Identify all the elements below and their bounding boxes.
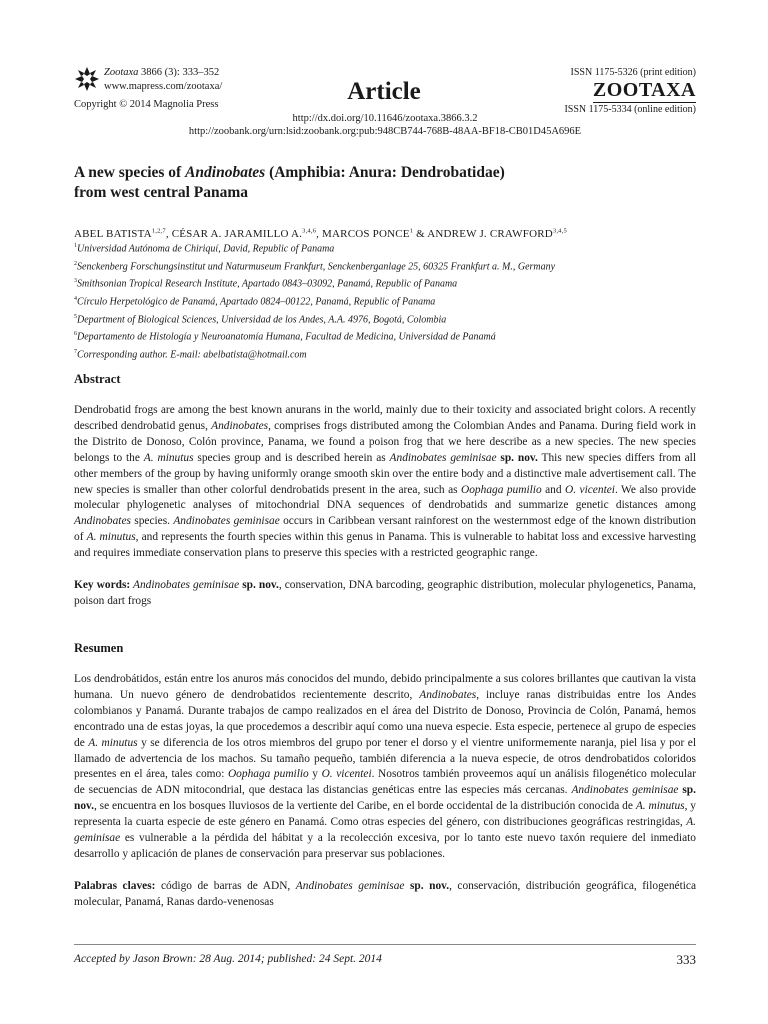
author: MARCOS PONCE$^1$ &: [322, 227, 428, 240]
article-title: A new species of Andinobates (Amphibia: Anura: Dendrobatidae) from west central Panama: [74, 164, 505, 201]
affiliation-item: $^5$Department of Biological Sciences, Universidad de los Andes, A.A. 4976, Bogotá, Colombia: [74, 313, 447, 325]
volume-pages: 3866 (3): 333–352: [138, 67, 220, 78]
abstract-body: Dendrobatid frogs are among the best known anurans in the world, mainly due to their toxicity and associated bright colors. A recently described dendrobatid genus, Andinobates, comprises frogs distributed among the Colombian Andes and Panama. During field work in the Distrito de Donoso, Colón province, Panama, we found a poison frog that we here describe as a new species. The new species belongs to the A. minutus species group and is described herein as Andinobates geminisae sp. nov. This new species differs from all other members of the group by having uniformly orange smooth skin over the entire body and a distinctive male advertisement call. The new species is smaller than other colorful dendrobatids present in the area, such as Oophaga pumilio and O. vicentei. We also provide molecular phylogenetic analyses of mitochondrial DNA sequences of dendrobatids and summarize genetic distances among Andinobates species. Andinobates geminisae occurs in Caribbean versant rainforest on the westernmost edge of the known distribution of A. minutus, and represents the fourth species within this genus in Panama. This is vulnerable to habitat loss and excessive harvesting and requires immediate conservation plans to preserve this species with a restricted geographic range.: [74, 404, 697, 560]
title-genus: Andinobates: [185, 164, 266, 181]
affiliation-item: $^7$Corresponding author. E-mail: abelbatista@hotmail.com: [74, 348, 307, 361]
doi-link[interactable]: http://dx.doi.org/10.11646/zootaxa.3866.3.2: [292, 113, 478, 124]
affiliation-list: [74, 239, 696, 362]
journal-website-link[interactable]: www.mapress.com/zootaxa/: [104, 81, 223, 92]
copyright-notice: Copyright © 2014 Magnolia Press: [74, 99, 219, 110]
resumen-body: Los dendrobátidos, están entre los anuros más conocidos del mundo, debido principalmente a sus colores brillantes que cautivan la vista humana. Un nuevo género de dendrobatidos recientemente descrito, Andinobates, incluye ranas distribuidas entre los Andes colombianos y Panamá. Durante trabajos de campo realizados en el área del Distrito de Donoso, Provincia de Colón, Panamá, hemos encontrado una de estas joyas, la que procedemos a describir aquí como una nueva especie. Esta especie, pertenece al grupo de especies de A. minutus y se diferencia de los otros miembros del grupo por tener el dorso y el vientre uniformemente naranja, piel lisa y por el llamado de advertencia de los machos. Su tamaño pequeño, también diferencia a la nueva especie, de otros dendrobatidos coloridos presentes en el área, tales como: Oophaga pumilio y O. vicentei. Nosotros también proveemos aquí un análisis filogenético molecular de secuencias de ADN mitocondrial, que destaca las distancias genéticas entre las especies más cercanas. Andinobates geminisae sp. nov., se encuentra en los bosques lluviosos de la vertiente del Caribe, en el borde occidental de la distribución conocida de A. minutus, y representa la cuarta especie de este género en Panamá. Como otras especies del género, con distribuciones geográficas restringidas, A. geminisae es vulnerable a la pérdida del hábitat y a la recolección excesiva, por lo tanto este nuevo taxón requiere del inmediato desarrollo y aplicación de planes de conservación para preservar sus poblaciones.: [74, 673, 696, 860]
palabras-claves: Palabras claves: código de barras de ADN, Andinobates geminisae sp. nov., conservación, distribución geográfica, filogenética molecular, Panamá, Ranas dardo-venenosas: [74, 880, 697, 908]
author: ANDREW J. CRAWFORD$^{3,4,5}$: [427, 227, 567, 240]
acceptance-note: Accepted by Jason Brown: 28 Aug. 2014; published: 24 Sept. 2014: [74, 953, 382, 965]
author: CÉSAR A. JARAMILLO A.$^{3,4,6}$,: [171, 227, 323, 240]
affiliation-item: $^3$Smithsonian Tropical Research Institute, Apartado 0843–03092, Panamá, Republic of Panama: [74, 278, 458, 290]
article-type-label: Article: [347, 78, 421, 105]
journal-citation: [104, 66, 222, 94]
affiliation-item: $^4$Círculo Herpetológico de Panamá, Apartado 0824–00122, Panamá, Republic of Panama: [74, 295, 436, 308]
issn-online: ISSN 1175-5334 (online edition): [564, 104, 696, 115]
resumen-heading: Resumen: [74, 641, 124, 655]
issn-print: ISSN 1175-5326 (print edition): [570, 67, 696, 78]
page-number: 333: [676, 952, 696, 967]
affiliation-item: $^6$Departamento de Histología y Neuroanatomía Humana, Facultad de Medicina, Universidad de Panamá: [74, 331, 496, 343]
journal-name: Zootaxa: [104, 67, 139, 78]
magnolia-press-logo-icon: [74, 66, 100, 92]
zoobank-link[interactable]: http://zoobank.org/urn:lsid:zoobank.org:pub:948CB744-768B-48AA-BF18-CB01D45A696E: [188, 126, 582, 137]
affiliation-item: $^2$Senckenberg Forschungsinstitut und Naturmuseum Frankfurt, Senckenberganlage 25, 60325 Frankfurt a. M., Germany: [74, 260, 556, 272]
author: ABEL BATISTA$^{1,2,7}$,: [74, 227, 172, 240]
footer-divider: [74, 944, 696, 945]
affiliation-item: $^1$Universidad Autónoma de Chiriquí, David, Republic of Panama: [74, 243, 335, 255]
abstract-heading: Abstract: [74, 372, 121, 386]
zootaxa-brand: ZOOTAXA: [592, 79, 696, 101]
keywords: Key words: Andinobates geminisae sp. nov., conservation, DNA barcoding, geographic distribution, molecular phylogenetics, Panama, poison dart frogs: [74, 579, 696, 607]
issn-block: [496, 66, 696, 116]
